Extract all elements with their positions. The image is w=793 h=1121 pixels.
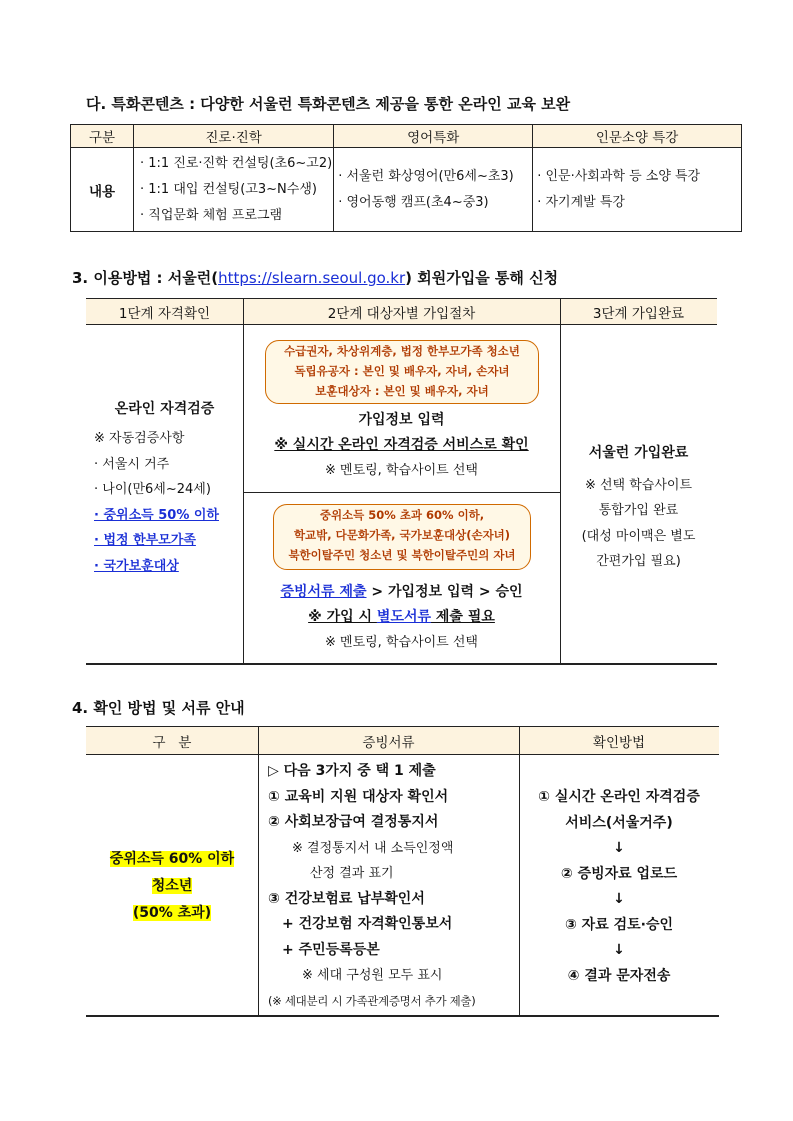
- header-category: 구분: [71, 125, 134, 148]
- header-step2: 2단계 대상자별 가입절차: [327, 306, 476, 322]
- step2-bottom-text: [243, 580, 560, 655]
- header-humanities: 인문소양 특강: [533, 125, 742, 148]
- header-category: 구 분: [152, 735, 192, 751]
- career-item: · 1:1 진로·진학 컨설팅(초6~고2): [140, 155, 333, 171]
- special-content-table: [70, 124, 742, 232]
- title-prefix: 3. 이용방법 : 서울런(: [72, 269, 219, 287]
- step1-link-item[interactable]: · 국가보훈대상: [94, 558, 179, 574]
- step2-line: ※ 실시간 온라인 자격검증 서비스로 확인: [274, 437, 529, 453]
- row-label: 내용: [71, 148, 134, 232]
- step1-link-item[interactable]: · 법정 한부모가족: [94, 533, 196, 548]
- header-step3: 3단계 가입완료: [592, 306, 685, 322]
- box-line: 학교밖, 다문화가족, 국가보훈대상(손자녀): [293, 528, 511, 542]
- english-item: · 영어동행 캠프(초4~중3): [338, 194, 489, 210]
- method-line: ① 실시간 온라인 자격검증: [538, 789, 700, 805]
- box-line: 수급권자, 차상위계층, 법정 한부모가족 청소년: [284, 344, 520, 358]
- career-item: · 1:1 대입 컨설팅(고3~N수생): [140, 181, 317, 197]
- header-documents: 증빙서류: [362, 735, 415, 751]
- down-arrow-icon: ↓: [613, 840, 625, 856]
- doc-line: ① 교육비 지원 대상자 확인서: [268, 788, 449, 805]
- step3-line: 통합가입 완료: [598, 503, 679, 518]
- english-cell: [334, 148, 533, 232]
- header-career: 진로·진학: [134, 125, 334, 148]
- step1-item: · 서울시 거주: [94, 456, 170, 472]
- method-line: ② 증빙자료 업로드: [560, 865, 678, 882]
- title-suffix: ) 회원가입을 통해 신청: [405, 269, 559, 287]
- category-line: 중위소득 60% 이하: [109, 851, 235, 867]
- step3-line: 간편가입 필요): [596, 554, 681, 569]
- step2-note-a: ※ 가입 시: [308, 609, 377, 625]
- humanities-item: · 인문·사회과학 등 소양 특강: [537, 168, 701, 184]
- slearn-link[interactable]: https://slearn.seoul.go.kr: [218, 269, 406, 287]
- category-line: 청소년: [151, 878, 193, 894]
- step3-line: ※ 선택 학습사이트: [584, 477, 693, 493]
- extra-docs-link[interactable]: 별도서류: [376, 609, 432, 625]
- verification-table: [86, 726, 719, 1016]
- step2-top-text: [243, 408, 560, 483]
- step2-line: ※ 멘토링, 학습사이트 선택: [324, 463, 478, 478]
- step2-line: ※ 멘토링, 학습사이트 선택: [324, 635, 478, 650]
- header-method: 확인방법: [592, 735, 646, 751]
- eligible-group-box-1: [265, 340, 539, 404]
- doc-line: (※ 세대분리 시 가족관계증명서 추가 제출): [268, 993, 476, 1008]
- doc-line: 산정 결과 표기: [310, 866, 394, 881]
- category-cell: [86, 846, 258, 927]
- section-3-title: [72, 267, 558, 288]
- down-arrow-icon: ↓: [613, 942, 625, 958]
- step1-link-item[interactable]: · 중위소득 50% 이하: [94, 507, 219, 523]
- step2-flow: > 가입정보 입력 > 승인: [366, 584, 523, 600]
- step3-title: 서울런 가입완료: [588, 445, 689, 461]
- career-cell: [134, 148, 334, 232]
- method-line: ③ 자료 검토·승인: [564, 916, 674, 933]
- doc-line: ※ 결정통지서 내 소득인정액: [292, 840, 454, 856]
- box-line: 독립유공자 : 본인 및 배우자, 자녀, 손자녀: [294, 364, 510, 378]
- step3-content: [560, 441, 717, 575]
- eligible-group-box-2: [273, 504, 531, 570]
- step2-note-b: 제출 필요: [431, 609, 495, 625]
- header-english: 영어특화: [334, 125, 533, 148]
- doc-line: ③ 건강보험료 납부확인서: [268, 890, 425, 907]
- box-line: 중위소득 50% 초과 60% 이하,: [319, 508, 485, 522]
- career-item: · 직업문화 체험 프로그램: [140, 207, 283, 223]
- section-d-title: 다. 특화콘텐츠 : 다양한 서울런 특화콘텐츠 제공을 통한 온라인 교육 보완: [86, 95, 571, 113]
- step1-item: · 나이(만6세~24세): [94, 482, 211, 497]
- english-item: · 서울런 화상영어(만6세~초3): [338, 168, 514, 184]
- header-step1: 1단계 자격확인: [118, 306, 211, 322]
- doc-line: + 건강보험 자격확인통보서: [282, 916, 453, 932]
- humanities-cell: [533, 148, 742, 232]
- doc-line: + 주민등록등본: [282, 941, 380, 958]
- step3-line: (대성 마이맥은 별도: [581, 528, 696, 544]
- proof-docs-link[interactable]: 증빙서류 제출: [280, 584, 367, 600]
- step1-title: 온라인 자격검증: [114, 401, 215, 417]
- humanities-item: · 자기계발 특강: [537, 194, 625, 210]
- step1-note: ※ 자동검증사항: [94, 431, 185, 446]
- method-line: 서비스(서울거주): [565, 814, 673, 831]
- step1-content: [86, 398, 243, 579]
- box-line: 북한이탈주민 청소년 및 북한이탈주민의 자녀: [288, 548, 516, 562]
- method-line: ④ 결과 문자전송: [567, 967, 671, 984]
- step2-line: 가입정보 입력: [358, 412, 445, 428]
- method-cell: [519, 785, 719, 989]
- doc-line: ② 사회보장급여 결정통지서: [268, 814, 439, 830]
- down-arrow-icon: ↓: [613, 891, 625, 907]
- signup-steps-table: [86, 298, 717, 664]
- documents-cell: [268, 759, 516, 1014]
- box-line: 보훈대상자 : 본인 및 배우자, 자녀: [315, 384, 489, 398]
- category-line: (50% 초과): [132, 905, 212, 921]
- section-4-title: 4. 확인 방법 및 서류 안내: [72, 699, 245, 717]
- doc-line: ▷ 다음 3가지 중 택 1 제출: [268, 763, 436, 779]
- doc-line: ※ 세대 구성원 모두 표시: [302, 968, 443, 983]
